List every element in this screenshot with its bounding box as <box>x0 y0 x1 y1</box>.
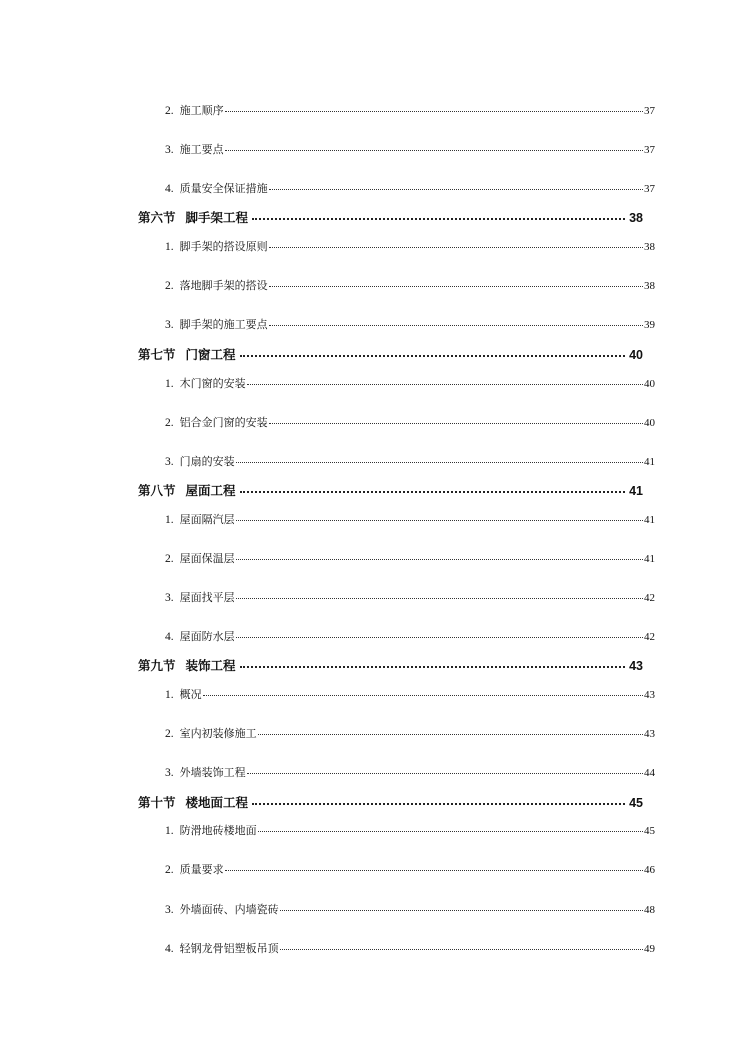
dot-leader <box>269 246 643 248</box>
dot-leader <box>258 733 643 735</box>
entry-number: 3. <box>165 592 174 604</box>
dot-leader <box>240 664 626 668</box>
entry-number: 1. <box>165 689 174 701</box>
entry-number: 3. <box>165 144 174 156</box>
toc-entry-21[interactable] <box>165 822 655 838</box>
entry-title: 木门窗的安装 <box>179 377 246 390</box>
entry-number: 1. <box>165 378 174 390</box>
entry-page-number: 40 <box>644 417 655 429</box>
section-title: 脚手架工程 <box>185 210 249 225</box>
dot-leader <box>269 285 643 287</box>
entry-number: 2. <box>165 864 174 876</box>
entry-number: 4. <box>165 183 174 195</box>
entry-title: 外墙面砖、内墙瓷砖 <box>179 903 279 916</box>
entry-number: 2. <box>165 105 174 117</box>
dot-leader <box>247 383 643 385</box>
section-number: 第十节 <box>138 795 176 810</box>
toc-entry-10[interactable] <box>165 453 655 469</box>
toc-entry-14[interactable] <box>165 589 655 605</box>
entry-number: 3. <box>165 904 174 916</box>
dot-leader <box>240 353 626 357</box>
entry-page-number: 43 <box>644 728 655 740</box>
entry-number: 2. <box>165 553 174 565</box>
toc-entry-24[interactable] <box>165 940 655 956</box>
toc-section-16[interactable] <box>138 656 643 674</box>
entry-title: 施工顺序 <box>179 104 224 117</box>
entry-number: 4. <box>165 631 174 643</box>
toc-section-20[interactable] <box>138 793 643 811</box>
dot-leader <box>236 519 643 521</box>
entry-title: 屋面保温层 <box>179 552 235 565</box>
toc-entry-2[interactable] <box>165 180 655 196</box>
section-title: 装饰工程 <box>185 658 236 673</box>
entry-page-number: 45 <box>644 825 655 837</box>
dot-leader <box>280 948 643 950</box>
toc-entry-23[interactable] <box>165 901 655 917</box>
dot-leader <box>236 597 643 599</box>
section-title: 门窗工程 <box>185 347 236 362</box>
entry-number: 2. <box>165 280 174 292</box>
toc-entry-22[interactable] <box>165 861 655 877</box>
entry-number: 1. <box>165 825 174 837</box>
toc-entry-4[interactable] <box>165 238 655 254</box>
dot-leader <box>258 830 643 832</box>
section-number: 第九节 <box>138 658 176 673</box>
toc-entry-8[interactable] <box>165 375 655 391</box>
entry-page-number: 42 <box>644 592 655 604</box>
entry-number: 1. <box>165 514 174 526</box>
dot-leader <box>236 558 643 560</box>
entry-title: 质量安全保证措施 <box>179 182 268 195</box>
entry-title: 外墙装饰工程 <box>179 766 246 779</box>
entry-title: 屋面找平层 <box>179 591 235 604</box>
entry-number: 3. <box>165 767 174 779</box>
section-number: 第六节 <box>138 210 176 225</box>
dot-leader <box>269 324 643 326</box>
dot-leader <box>236 636 643 638</box>
entry-title: 脚手架的搭设原则 <box>179 240 268 253</box>
entry-page-number: 43 <box>644 689 655 701</box>
toc-entry-12[interactable] <box>165 511 655 527</box>
entry-page-number: 48 <box>644 904 655 916</box>
entry-page-number: 42 <box>644 631 655 643</box>
dot-leader <box>225 110 643 112</box>
section-page-number: 45 <box>629 796 643 810</box>
entry-page-number: 46 <box>644 864 655 876</box>
dot-leader <box>269 422 643 424</box>
entry-page-number: 41 <box>644 456 655 468</box>
entry-page-number: 40 <box>644 378 655 390</box>
section-page-number: 38 <box>629 211 643 225</box>
entry-title: 落地脚手架的搭设 <box>179 279 268 292</box>
toc-entry-18[interactable] <box>165 725 655 741</box>
entry-page-number: 41 <box>644 514 655 526</box>
toc-entry-19[interactable] <box>165 764 655 780</box>
entry-page-number: 38 <box>644 241 655 253</box>
dot-leader <box>280 909 643 911</box>
toc-entry-6[interactable] <box>165 316 655 332</box>
entry-title: 轻钢龙骨铝塑板吊顶 <box>179 942 279 955</box>
dot-leader <box>252 216 625 220</box>
toc-section-7[interactable] <box>138 345 643 363</box>
entry-page-number: 37 <box>644 105 655 117</box>
toc-section-11[interactable] <box>138 481 643 499</box>
entry-page-number: 39 <box>644 319 655 331</box>
entry-title: 门扇的安装 <box>179 455 235 468</box>
toc-section-3[interactable] <box>138 208 643 226</box>
entry-number: 1. <box>165 241 174 253</box>
entry-page-number: 41 <box>644 553 655 565</box>
toc-entry-9[interactable] <box>165 414 655 430</box>
toc-entry-0[interactable] <box>165 102 655 118</box>
entry-number: 2. <box>165 417 174 429</box>
dot-leader <box>247 772 643 774</box>
dot-leader <box>269 188 643 190</box>
dot-leader <box>236 461 643 463</box>
entry-title: 脚手架的施工要点 <box>179 318 268 331</box>
entry-page-number: 37 <box>644 144 655 156</box>
entry-page-number: 38 <box>644 280 655 292</box>
section-title: 屋面工程 <box>185 483 236 498</box>
toc-entry-5[interactable] <box>165 277 655 293</box>
entry-title: 防滑地砖楼地面 <box>179 824 257 837</box>
section-number: 第八节 <box>138 483 176 498</box>
entry-title: 室内初装修施工 <box>179 727 257 740</box>
entry-page-number: 44 <box>644 767 655 779</box>
toc-entry-15[interactable] <box>165 628 655 644</box>
dot-leader <box>203 694 643 696</box>
toc-entry-17[interactable] <box>165 686 655 702</box>
dot-leader <box>240 489 626 493</box>
entry-page-number: 49 <box>644 943 655 955</box>
entry-title: 施工要点 <box>179 143 224 156</box>
dot-leader <box>225 869 643 871</box>
section-title: 楼地面工程 <box>185 795 249 810</box>
entry-page-number: 37 <box>644 183 655 195</box>
dot-leader <box>252 801 625 805</box>
toc-entry-1[interactable] <box>165 141 655 157</box>
entry-number: 3. <box>165 319 174 331</box>
entry-title: 质量要求 <box>179 863 224 876</box>
entry-title: 屋面防水层 <box>179 630 235 643</box>
toc-entry-13[interactable] <box>165 550 655 566</box>
section-page-number: 41 <box>629 484 643 498</box>
entry-number: 3. <box>165 456 174 468</box>
entry-title: 铝合金门窗的安装 <box>179 416 268 429</box>
dot-leader <box>225 149 643 151</box>
section-page-number: 40 <box>629 348 643 362</box>
entry-title: 概况 <box>179 688 202 701</box>
section-page-number: 43 <box>629 659 643 673</box>
entry-title: 屋面隔汽层 <box>179 513 235 526</box>
section-number: 第七节 <box>138 347 176 362</box>
entry-number: 4. <box>165 943 174 955</box>
entry-number: 2. <box>165 728 174 740</box>
